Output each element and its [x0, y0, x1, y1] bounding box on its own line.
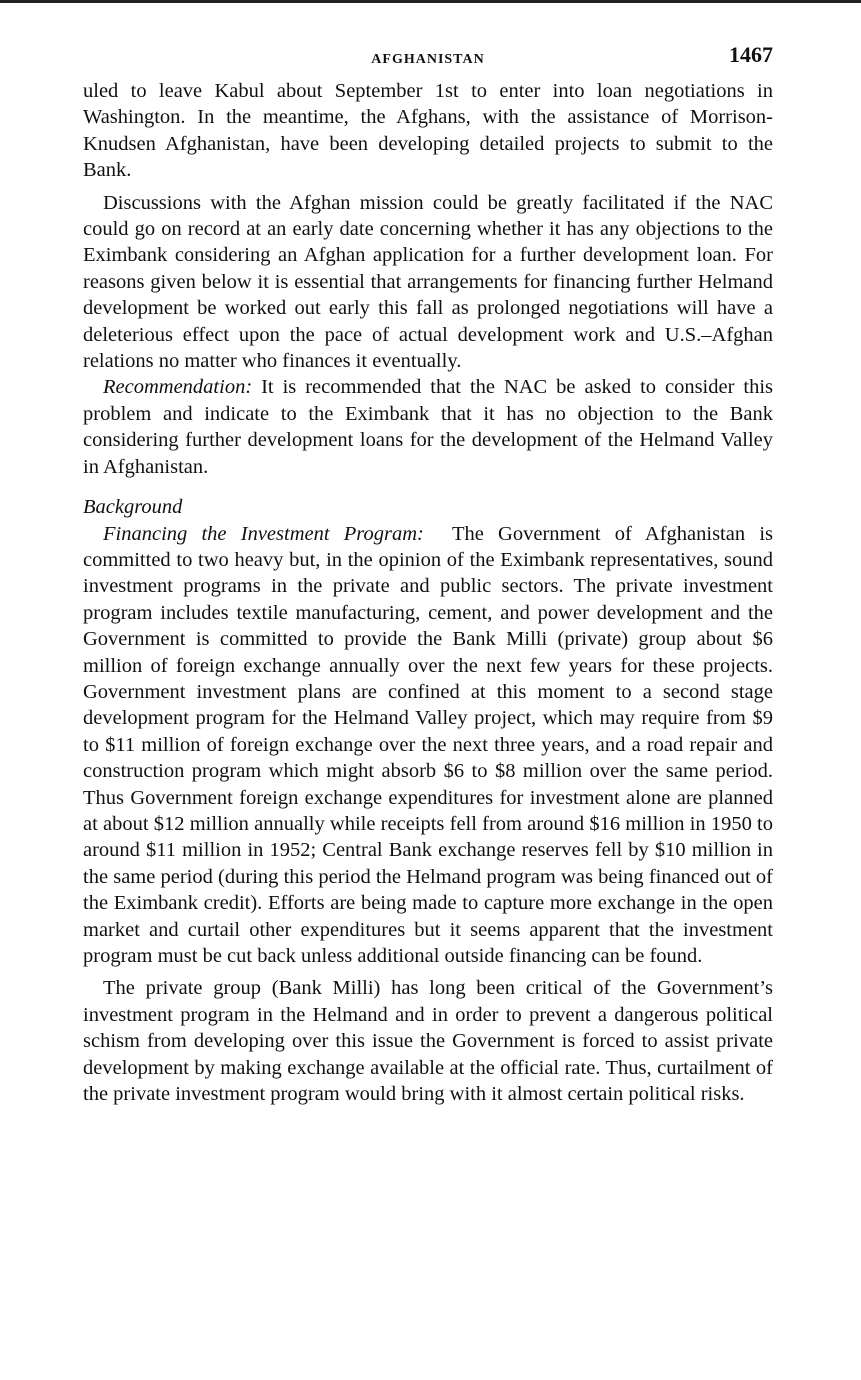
- document-page: [83, 42, 773, 1107]
- section-heading-background: Background: [83, 496, 183, 519]
- financing-label: Financing the Investment Program:: [103, 522, 424, 545]
- paragraph-financing: [83, 521, 773, 970]
- document-body: [83, 78, 773, 1107]
- paragraph-recommendation: [83, 374, 773, 480]
- recommendation-label: Recommendation:: [103, 376, 253, 399]
- paragraph-private-group: The private group (Bank Milli) has long been critical of the Government’s investment program in the Helmand and in order to prevent a dangerous political schism from developing over this issue the Government is forced to assist private development by making exchange available at the official rate. Thus, curtailment of the private investment program would bring with it almost certain political risks.: [83, 977, 773, 1106]
- top-border-rule: [0, 0, 861, 3]
- financing-text: The Government of Afghanistan is committed to two heavy but, in the opinion of the Eximbank representatives, sound investment programs in the private and public sectors. The private investment program includes textile manufacturing, cement, and power development and the Government is committed to provide the Bank Milli (private) group about $6 million of foreign exchange annually over the next few years for these projects. Government investment plans are confined at this moment to a second stage development program for the Helmand Valley project, which may require from $9 to $11 million of foreign exchange over the next three years, and a road repair and construction program which might absorb $6 to $8 million over the same period. Thus Government foreign exchange expenditures for investment alone are planned at about $12 million annually while receipts fell from around $16 million in 1950 to around $11 million in 1952; Central Bank exchange reserves fell by $10 million in the same period (during this period the Helmand program was being financed out of the Eximbank credit). Efforts are being made to capture more exchange in the open market and curtail other expenditures but it seems apparent that the investment program must be cut back unless additional outside financing can be found.: [83, 522, 773, 967]
- running-header: [83, 42, 773, 78]
- paragraph-2: Discussions with the Afghan mission could be greatly facilitated if the NAC could go on record at an early date concerning whether it has any objections to the Eximbank considering an Afghan application for a further development loan. For reasons given below it is essential that arrangements for financing further Helmand development be worked out early this fall as prolonged negotiations will have a deleterious effect upon the pace of actual development work and U.S.–Afghan relations no matter who finances it eventually.: [83, 191, 773, 373]
- paragraph-1: uled to leave Kabul about September 1st to enter into loan negotiations in Washington. In the meantime, the Afghans, with the assistance of Morrison-Knudsen Afghanistan, have been developing detailed projects to submit to the Bank.: [83, 80, 773, 182]
- recommendation-text: It is recommended that the NAC be asked to consider this problem and indicate to the Eximbank that it has no objection to the Bank considering further development loans for the development of the Helmand Valley in Afghanistan.: [83, 376, 773, 478]
- running-title: AFGHANISTAN: [371, 52, 485, 67]
- page-number: 1467: [729, 42, 773, 67]
